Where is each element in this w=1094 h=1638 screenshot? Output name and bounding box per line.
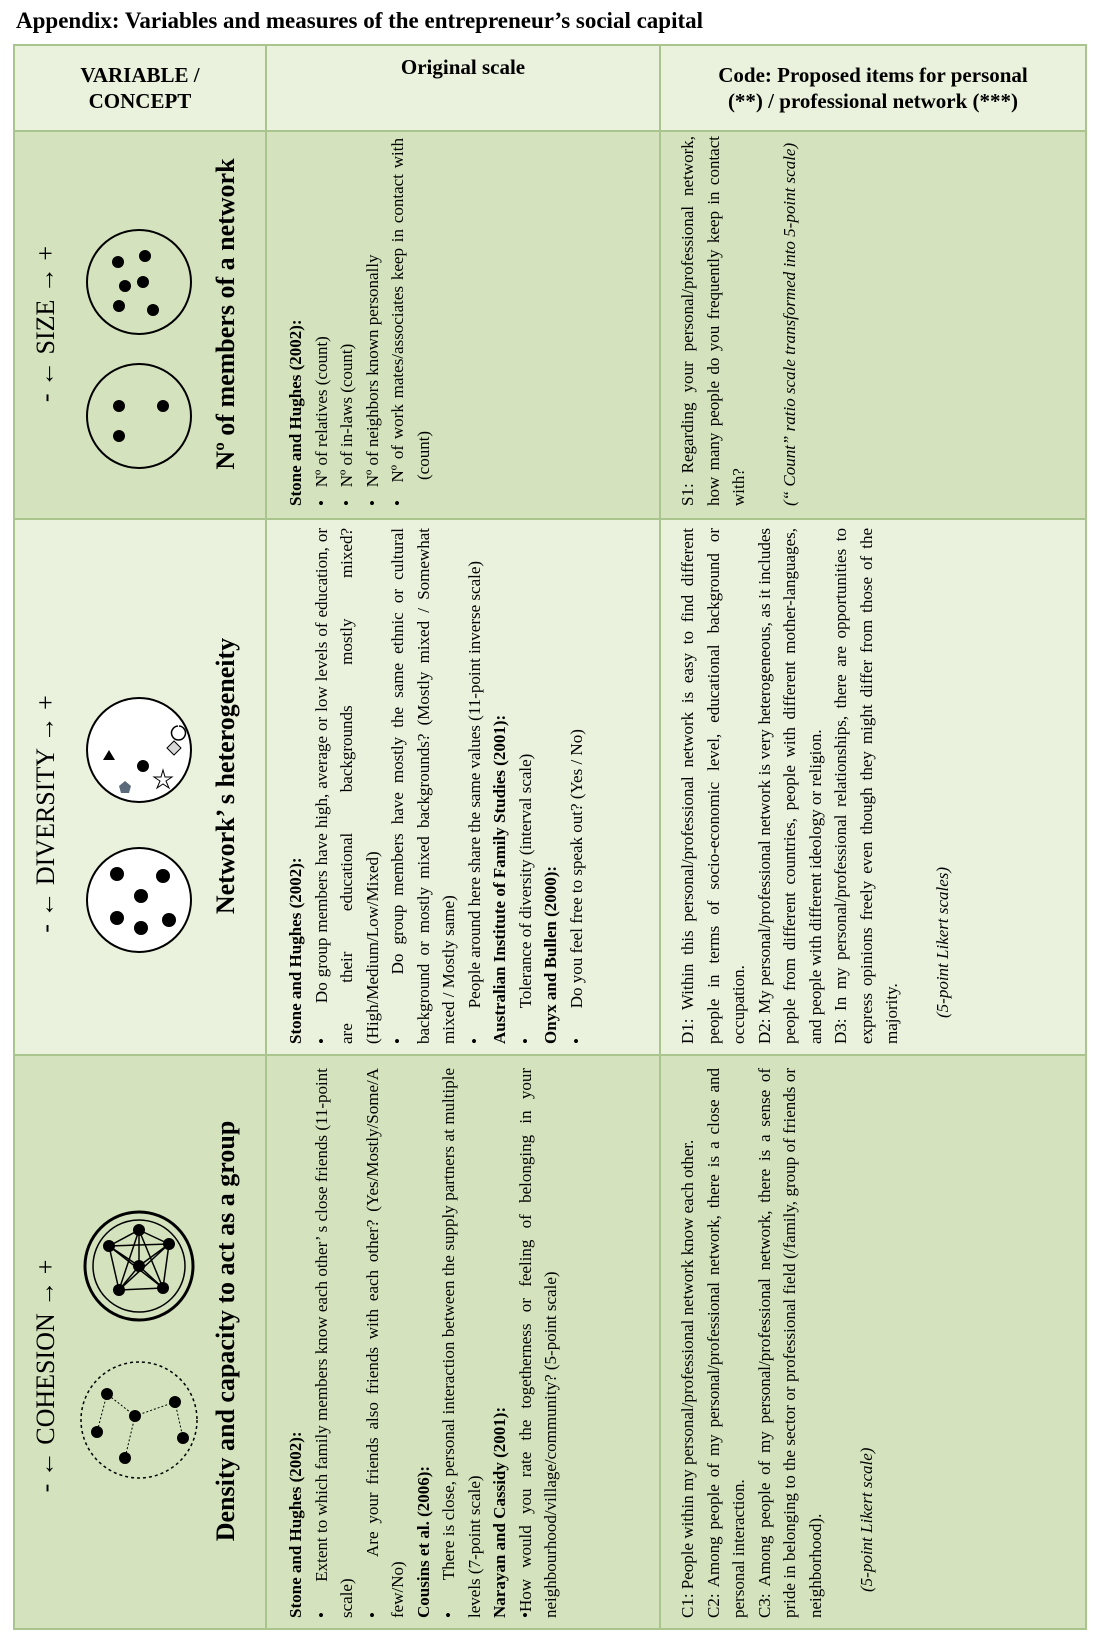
size-code-s1: S1: Regarding your personal/professional network, how many people do you frequently keep in contact with? [678,136,748,506]
list-item: • Nº of relatives (count) [311,336,331,506]
list-item: • Are your friends also friends with each other? (Yes/Mostly/Some/A few/No) [362,1068,407,1618]
row-divider [15,518,1085,520]
list-item: • Extent to which family members know each other’ s close friends (11-point scale) [311,1068,356,1618]
diversity-code-d3: D3: In my personal/professional relationships, there are opportunities to express opinions freely even though they might differ from those of the majority. [831,528,901,1044]
list-item: • Nº of work mates/associates keep in contact with (count) [388,138,433,506]
header-code-line1: Code: Proposed items for personal [718,63,1028,87]
header-variable-line1: VARIABLE / [80,63,200,87]
social-capital-table [13,44,1087,1630]
list-item: • Do you feel free to speak out? (Yes / No) [566,729,586,1044]
size-concept: Nº of members of a network [211,158,240,470]
cohesion-orig-ref1: Stone and Hughes (2002): [286,1431,305,1618]
size-network-icon [83,216,195,478]
list-item: • Do group members have mostly the same ethnic or cultural background or mostly mixed backgrounds? (Mostly mixed / Somewhat mixed / Mostly same) [388,528,458,1044]
cohesion-code-c1: C1: People within my personal/professional network know each other. [678,1139,697,1618]
cohesion-arrow-label: - ← COHESION → + [31,1259,60,1493]
diversity-concept: Network’ s heterogeneity [211,637,240,915]
size-arrow-label: - ← SIZE → + [31,245,60,403]
cohesion-network-icon [79,1206,199,1496]
cohesion-original-scale [283,1068,564,1618]
cohesion-code-items [675,1068,879,1618]
cohesion-orig-ref3: Narayan and Cassidy (2001): [490,1406,509,1618]
diversity-original-scale [283,528,589,1044]
size-original-scale [283,138,436,506]
list-item: • Do group members have high, average or low levels of education, or are their educational backgrounds mostly mixed? (High/Medium/Low/Mixed) [311,528,382,1044]
size-orig-ref: Stone and Hughes (2002): [286,319,305,506]
diversity-code-d2: D2: My personal/professional network is very heterogeneous, as it includes people from different countries, people with different mother-languages, and people with different ideology or religion. [754,528,825,1044]
diversity-orig-ref3: Onyx and Bullen (2000): [541,865,560,1044]
cohesion-code-c3: C3: Among people of my personal/professional network, there is a sense of pride in belonging to the sector or professional field (/family, group of friends or neighborhood). [754,1068,825,1618]
cohesion-concept: Density and capacity to act as a group [211,1120,240,1542]
size-code-note: (“ Count” ratio scale transformed into 5-point scale) [780,142,799,506]
header-code [661,46,1085,130]
header-original-scale: Original scale [400,55,526,79]
list-item: • Nº of neighbors known personally [362,254,382,506]
diversity-orig-ref2: Australian Institute of Family Studies (2001): [490,714,509,1044]
cohesion-orig-ref2: Cousins et al. (2006): [413,1465,433,1618]
diversity-network-icon [83,666,195,966]
diversity-orig-ref1: Stone and Hughes (2002): [286,857,305,1044]
diversity-code-note: (5-point Likert scales) [933,866,952,1018]
list-item: •How would you rate the togetherness or feeling of belonging in your neighbourhood/village/community? (5-point scale) [515,1068,560,1618]
diversity-arrow-label: - ← DIVERSITY → + [31,695,60,933]
column-divider [265,46,267,1628]
cohesion-code-c2: C2: Among people of my personal/professional network, there is a close and personal interaction. [703,1068,748,1618]
header-variable-line2: CONCEPT [88,89,192,113]
list-item: • There is close, personal interaction between the supply partners at multiple levels (7-point scale) [439,1068,484,1618]
column-divider [659,46,661,1628]
list-item: • Tolerance of diversity (interval scale) [515,753,535,1044]
list-item: • Nº of in-laws (count) [337,343,356,506]
page-title: Appendix: Variables and measures of the entrepreneur’s social capital [16,8,704,33]
header-code-line2: (**) / professional network (***) [727,89,1019,113]
table-header-row [15,46,1085,132]
header-variable [15,46,265,130]
row-divider [15,1054,1085,1056]
diversity-code-items [675,528,956,1044]
size-code-items [675,136,803,506]
diversity-code-d1: D1: Within this personal/professional network is easy to find different people in terms of socio-economic level, educational background or occupation. [678,528,748,1044]
cohesion-code-note: (5-point Likert scale) [856,1447,876,1592]
list-item: • People around here share the same values (11-point inverse scale) [464,560,484,1044]
